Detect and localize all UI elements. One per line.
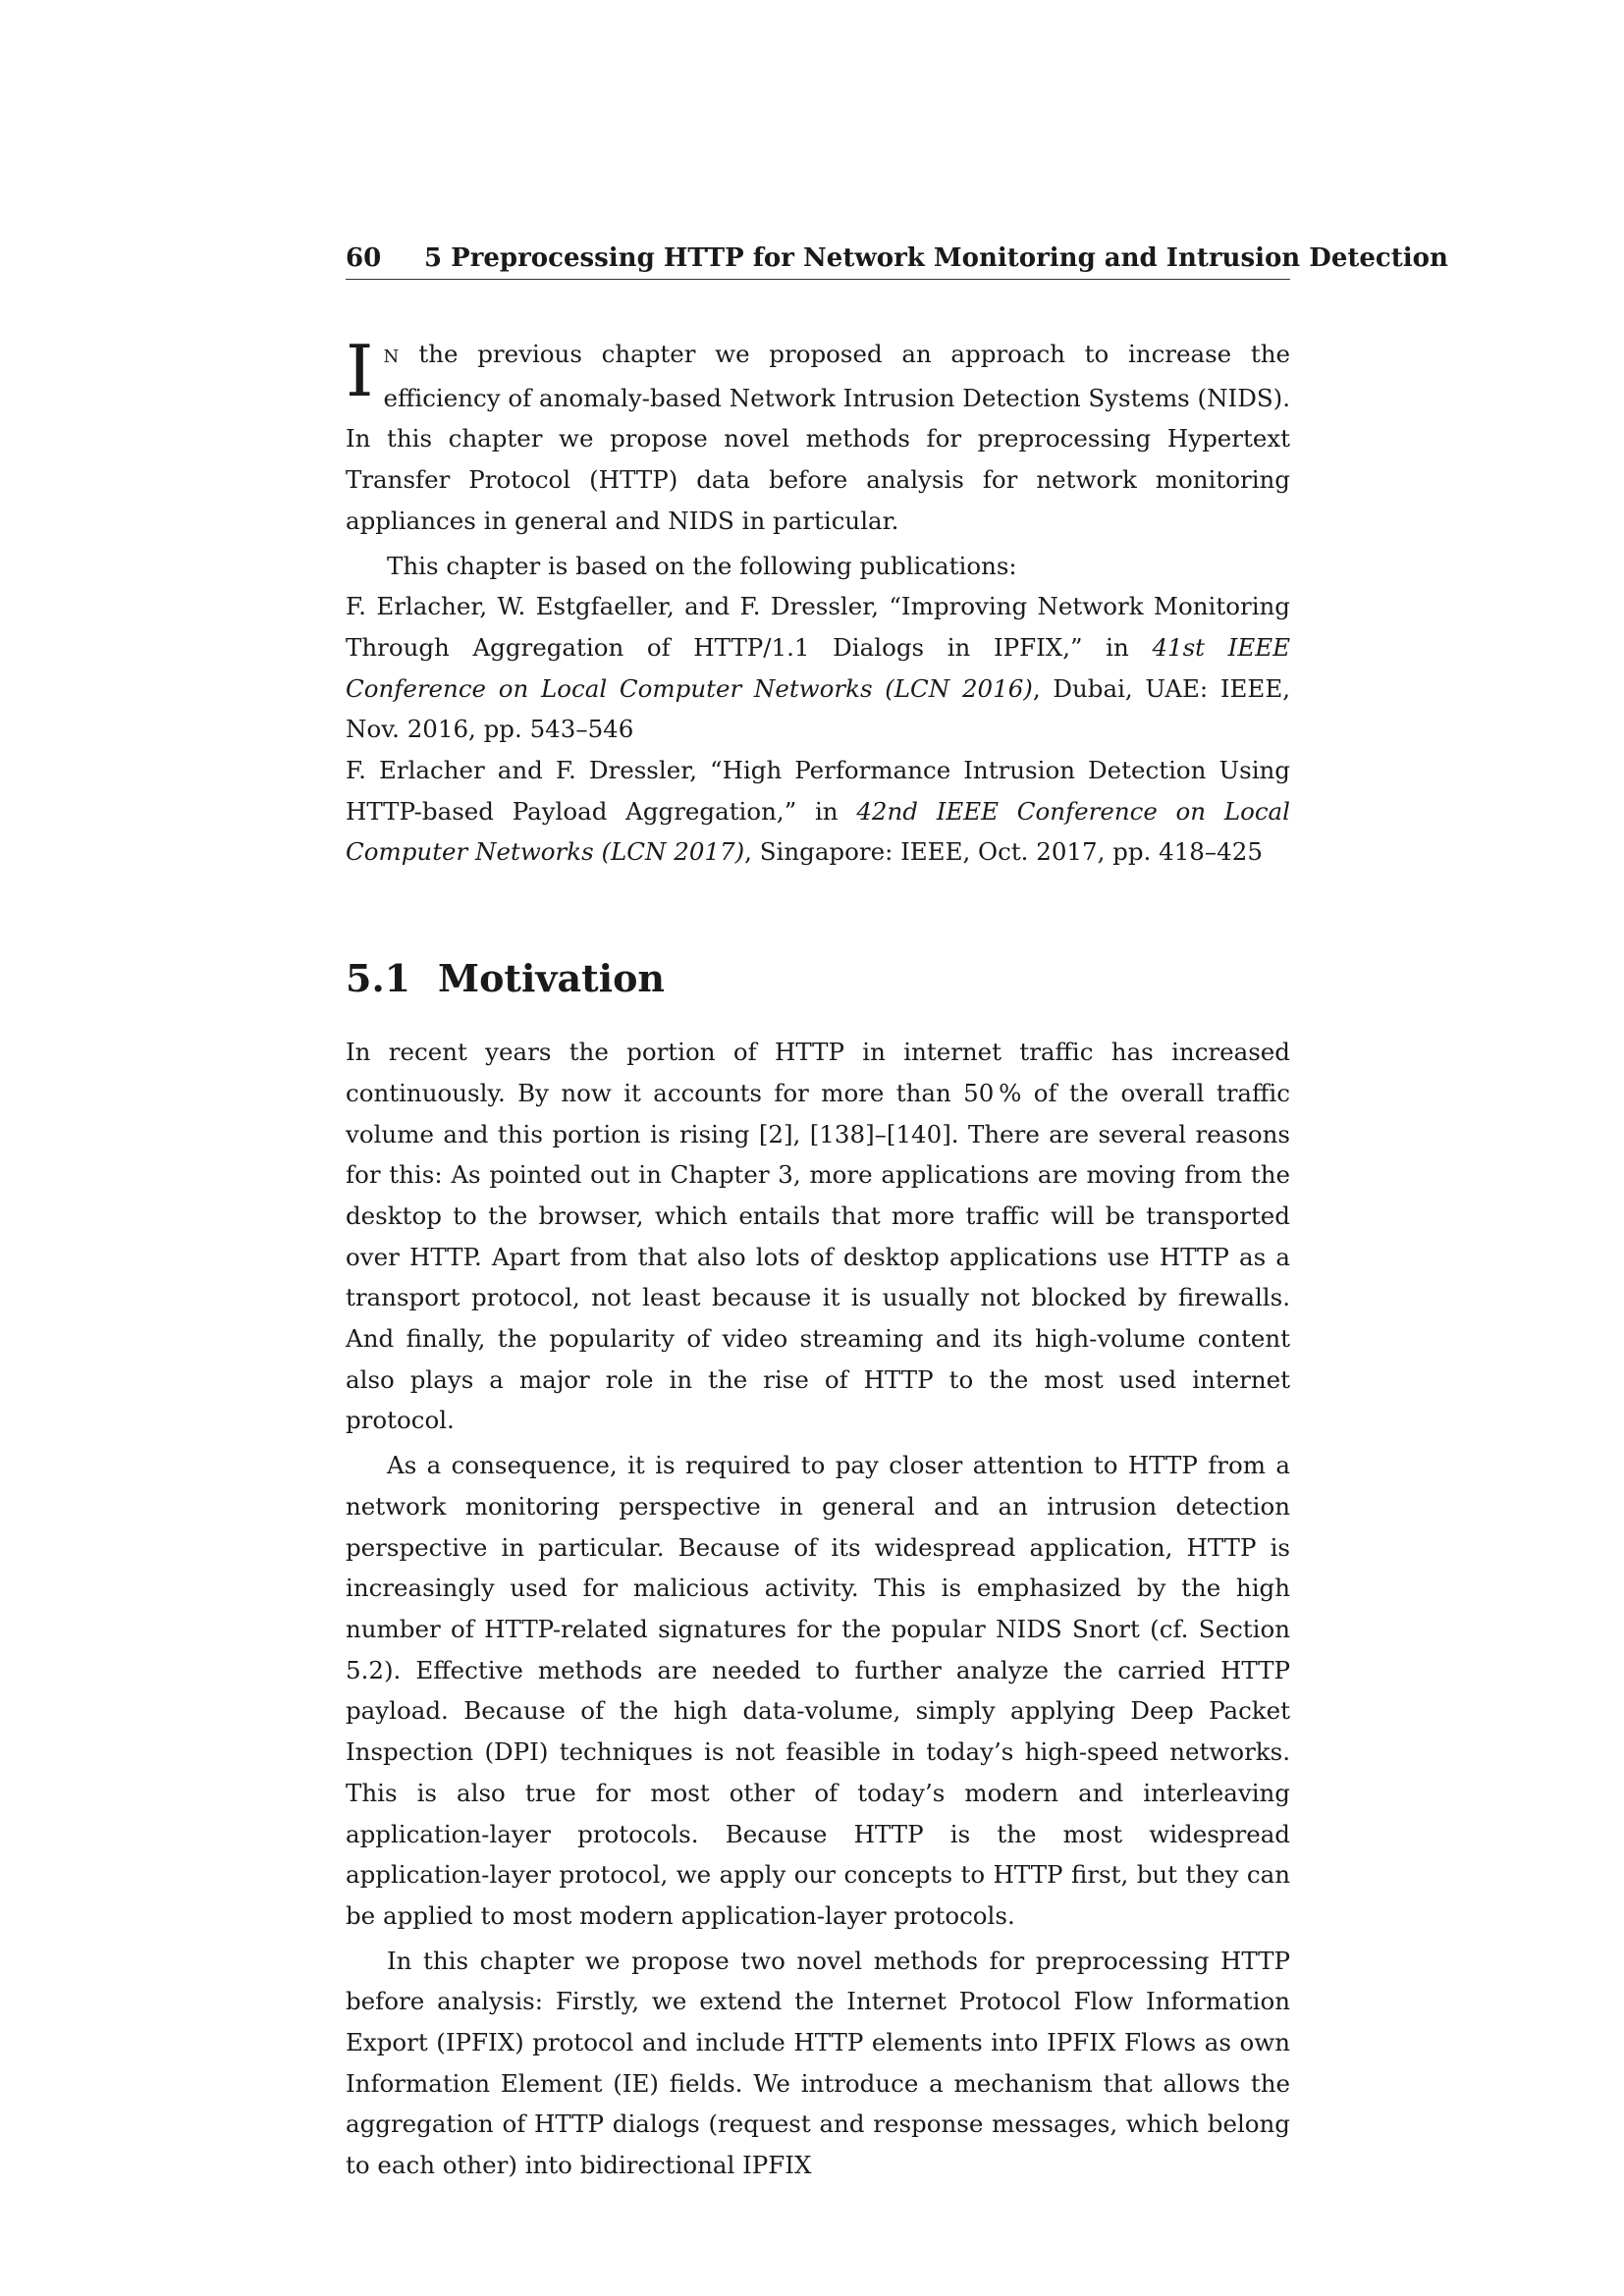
page-number: 60 [346,243,382,273]
publication-venue: 41st IEEE Conference on Local Computer Networks (LCN 2016) [346,632,1290,703]
paragraph: As a consequence, it is required to pay closer attention to HTTP from a network monitoring perspective in general and an intrusion detection perspective in particular. Because of its widespread application, HTTP is increasingly used for malicious activity. This is emphasized by the high number of HTTP-related signatures for the popular NIDS Snort (cf. Section 5.2). Effective methods are needed to further analyze the carried HTTP payload. Because of the high data-volume, simply applying Deep Packet Inspection (DPI) techniques is not feasible in today’s high-speed networks. This is also true for most other of today’s modern and interleaving application-layer protocols. Because HTTP is the most widespread application-layer protocol, we apply our concepts to HTTP first, but they can be applied to most modern application-layer protocols. [346,1451,1290,1930]
section-title: Motivation [438,956,666,1001]
publication-venue: 42nd IEEE Conference on Local Computer Networks (LCN 2017) [346,796,1291,867]
publication-details: , Singapore: IEEE, Oct. 2017, pp. 418–425 [744,837,1263,867]
intro-paragraph [346,330,1290,542]
body-text [346,330,1291,2186]
section-number: 5.1 [346,956,411,1001]
publication-details: , Dubai, UAE: IEEE, Nov. 2016, pp. 543–546 [346,673,1290,744]
publication-2 [346,750,1290,873]
paragraph: In recent years the portion of HTTP in internet traffic has increased continuously. By now it accounts for more than 50 % of the overall traffic volume and this portion is rising [2], [138]–[140]. There are several reasons for this: As pointed out in Chapter 3, more applications are moving from the desktop to the browser, which entails that more traffic will be transported over HTTP. Apart from that also lots of desktop applications use HTTP as a transport protocol, not least because it is usually not blocked by firewalls. And finally, the popularity of video streaming and its high-volume content also plays a major role in the rise of HTTP to the most used internet protocol. [346,1038,1290,1435]
intro-smallcaps: N [383,347,400,367]
chapter-title: 5 Preprocessing HTTP for Network Monitoring and Intrusion Detection [424,243,1448,273]
based-on-note: This chapter is based on the following publications: [387,551,1017,580]
publication-1 [346,586,1290,750]
section-heading [346,955,1290,1002]
intro-text: the previous chapter we proposed an approach to increase the efficiency of anomaly-based Network Intrusion Detection Systems (NIDS). In this chapter we propose novel methods for preprocessing Hypertext Transfer Protocol (HTTP) data before analysis for network monitoring appliances in general and NIDS in particular. [346,340,1290,535]
drop-cap: I [346,330,374,412]
paragraph: In this chapter we propose two novel methods for preprocessing HTTP before analysis: Firstly, we extend the Internet Protocol Flow Information Export (IPFIX) protocol and include HTTP elements into IPFIX Flows as own Information Element (IE) fields. We introduce a mechanism that allows the aggregation of HTTP dialogs (request and response messages, which belong to each other) into bidirectional IPFIX [346,1946,1290,2180]
running-header [346,238,1448,280]
publication-authors-title: F. Erlacher, W. Estgfaeller, and F. Dressler, “Improving Network Monitoring Through Aggregation of HTTP/1.1 Dialogs in IPFIX,” in [346,592,1290,662]
publication-authors-title: F. Erlacher and F. Dressler, “High Performance Intrusion Detection Using HTTP-based Payload Aggregation,” in [346,756,1290,826]
